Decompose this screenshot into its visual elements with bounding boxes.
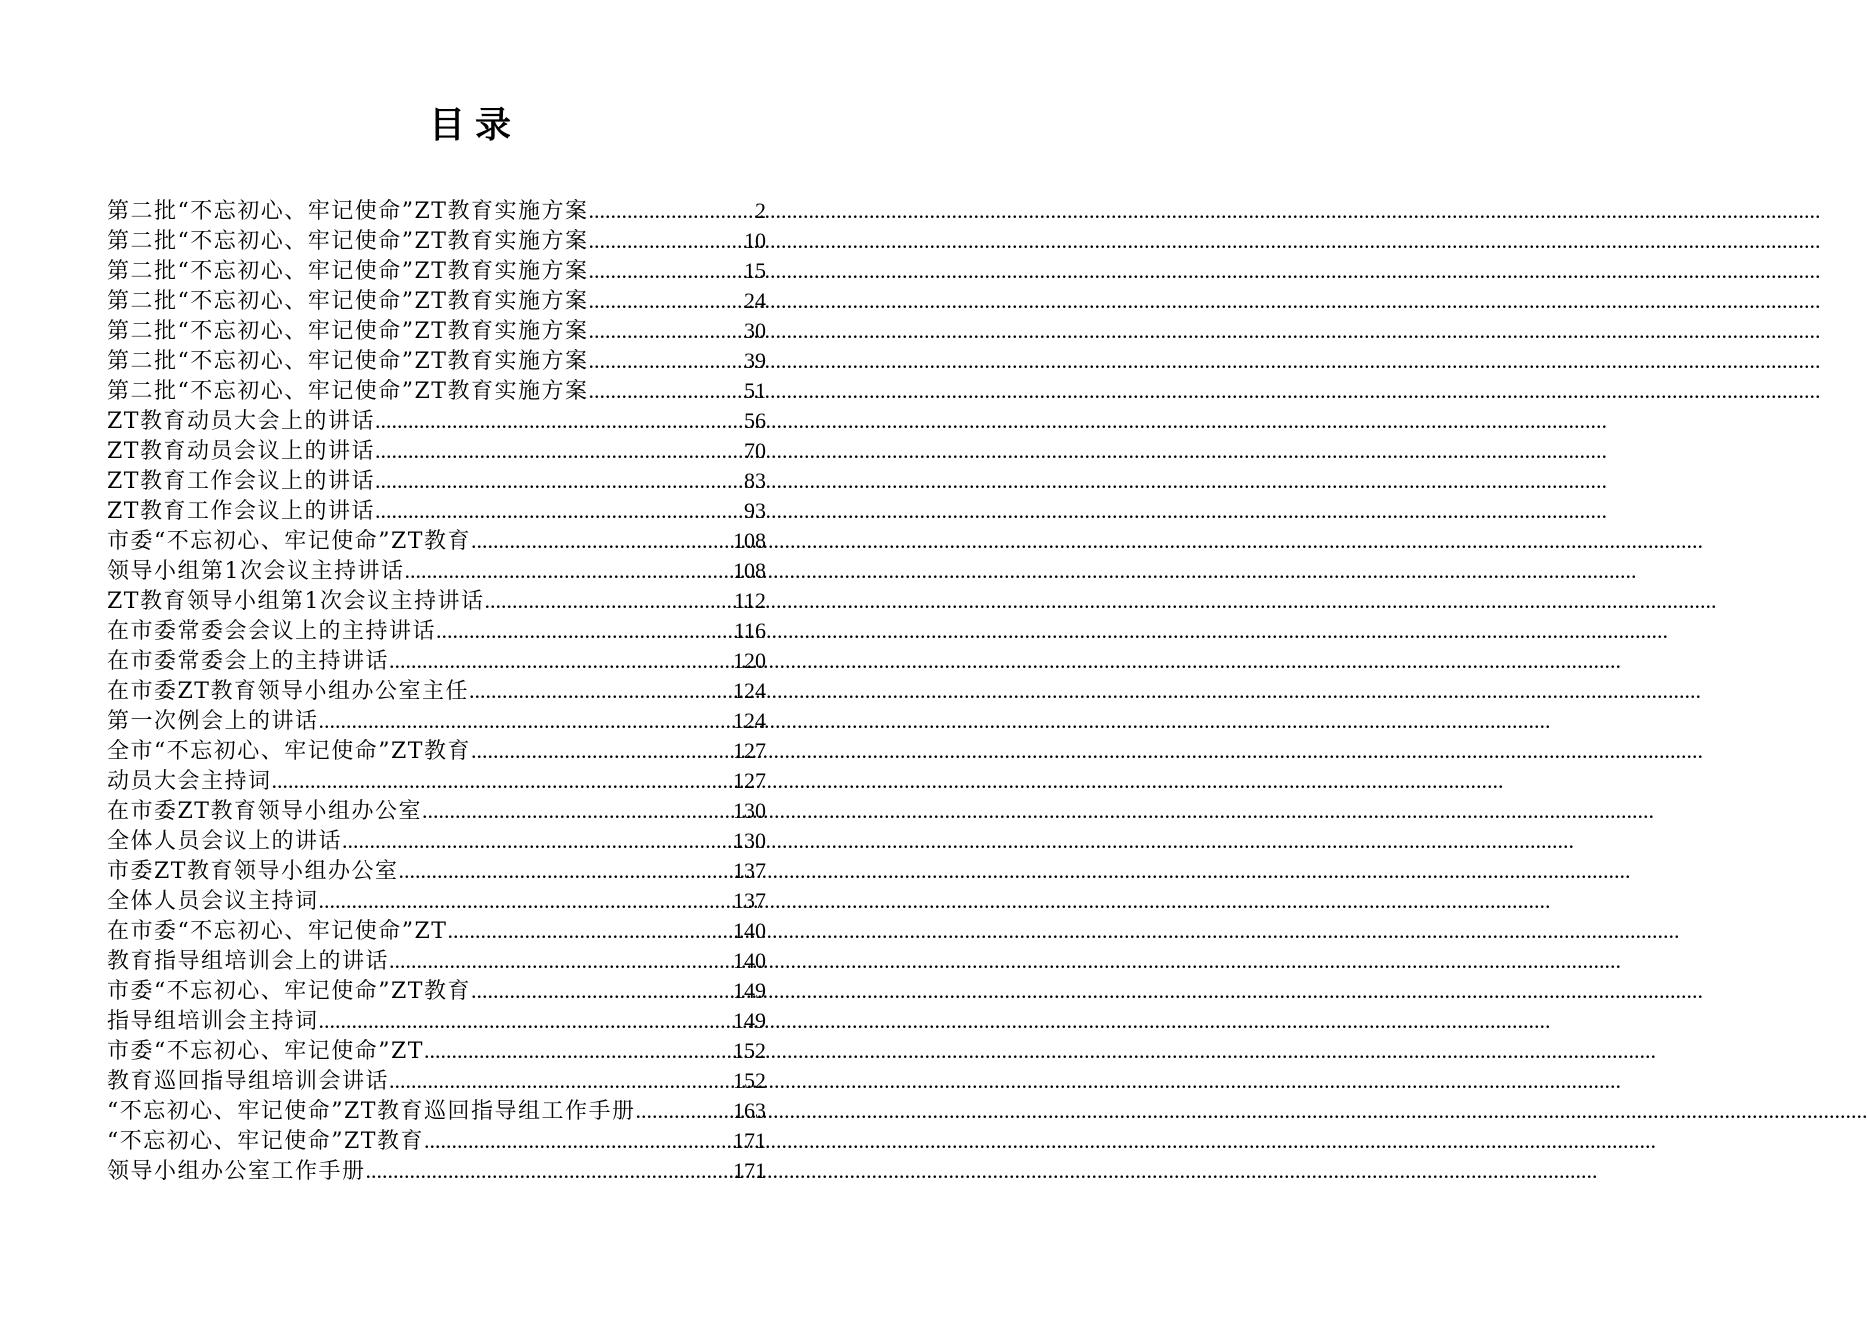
toc-entry[interactable] [107, 1156, 766, 1186]
toc-page-number: 24 [744, 288, 766, 313]
toc-entry[interactable] [107, 1096, 766, 1126]
toc-dot-leader [424, 1126, 733, 1156]
toc-dot-leader [319, 1006, 733, 1036]
toc-entry[interactable] [107, 646, 766, 676]
toc-dot-leader [342, 826, 733, 856]
toc-entry[interactable] [107, 886, 766, 916]
toc-entry-text: 第二批“不忘初心、牢记使命”ZT教育实施方案 [107, 319, 589, 344]
toc-page-number: 83 [744, 468, 766, 493]
toc-entry[interactable] [107, 526, 766, 556]
toc-entry-text: 第二批“不忘初心、牢记使命”ZT教育实施方案 [107, 379, 589, 404]
toc-entry-text: 市委ZT教育领导小组办公室 [107, 859, 399, 884]
toc-page-number: 127 [733, 738, 766, 763]
toc-dot-leader [389, 646, 733, 676]
toc-entry[interactable] [107, 616, 766, 646]
toc-entry-text: ZT教育工作会议上的讲话 [107, 469, 375, 494]
toc-dot-leader [405, 556, 734, 586]
toc-entry[interactable] [107, 946, 766, 976]
toc-page-number: 127 [733, 768, 766, 793]
toc-page-number: 140 [733, 948, 766, 973]
toc-dot-leader [588, 256, 744, 286]
toc-entry-text: ZT教育动员会议上的讲话 [107, 439, 375, 464]
toc-entry[interactable] [107, 316, 766, 346]
toc-entry[interactable] [107, 1066, 766, 1096]
toc-entry-text: 第一次例会上的讲话 [107, 709, 319, 734]
toc-dot-leader [471, 976, 733, 1006]
toc-entry[interactable] [107, 406, 766, 436]
toc-dot-leader [375, 466, 744, 496]
toc-entry[interactable] [107, 256, 766, 286]
toc-dot-leader [272, 766, 733, 796]
toc-entry[interactable] [107, 1126, 766, 1156]
toc-page-number: 108 [733, 558, 766, 583]
toc-entry-text: 市委“不忘初心、牢记使命”ZT教育 [107, 529, 471, 554]
toc-page-number: 108 [733, 528, 766, 553]
toc-entry-text: 领导小组第1次会议主持讲话 [107, 559, 405, 584]
toc-entry-text: 动员大会主持词 [107, 769, 272, 794]
toc-entry-text: ZT教育工作会议上的讲话 [107, 499, 375, 524]
toc-dot-leader [389, 946, 733, 976]
toc-dot-leader [469, 676, 733, 706]
toc-dot-leader [398, 856, 733, 886]
toc-page-number: 171 [733, 1128, 766, 1153]
toc-dot-leader [366, 1156, 733, 1186]
toc-page-number: 116 [733, 618, 766, 643]
toc-entry[interactable] [107, 976, 766, 1006]
toc-list [107, 196, 766, 1186]
toc-page-number: 10 [744, 228, 766, 253]
toc-dot-leader [389, 1066, 733, 1096]
toc-entry-text: 第二批“不忘初心、牢记使命”ZT教育实施方案 [107, 229, 589, 254]
toc-page-number: 140 [733, 918, 766, 943]
toc-dot-leader [471, 736, 733, 766]
toc-entry[interactable] [107, 226, 766, 256]
toc-page-number: 2 [755, 198, 766, 223]
toc-page-number: 120 [733, 648, 766, 673]
toc-dot-leader [484, 586, 733, 616]
toc-entry[interactable] [107, 196, 766, 226]
toc-entry[interactable] [107, 736, 766, 766]
toc-page-number: 15 [744, 258, 766, 283]
toc-entry-text: 第二批“不忘初心、牢记使命”ZT教育实施方案 [107, 289, 589, 314]
toc-entry-text: ZT教育动员大会上的讲话 [107, 409, 375, 434]
toc-entry[interactable] [107, 1006, 766, 1036]
toc-dot-leader [375, 436, 744, 466]
toc-entry[interactable] [107, 376, 766, 406]
toc-page-number: 137 [733, 858, 766, 883]
toc-entry[interactable] [107, 286, 766, 316]
toc-dot-leader [471, 526, 733, 556]
toc-entry-text: ZT教育领导小组第1次会议主持讲话 [107, 589, 485, 614]
toc-entry-text: 全体人员会议主持词 [107, 889, 319, 914]
toc-title: 目录 [428, 104, 521, 146]
toc-entry[interactable] [107, 586, 766, 616]
toc-page-number: 152 [733, 1068, 766, 1093]
toc-page-number: 70 [744, 438, 766, 463]
toc-entry-text: 教育指导组培训会上的讲话 [107, 949, 390, 974]
toc-entry-text: 在市委常委会会议上的主持讲话 [107, 619, 437, 644]
toc-entry-text: 教育巡回指导组培训会讲话 [107, 1069, 390, 1094]
toc-dot-leader [635, 1096, 733, 1126]
toc-entry-text: 指导组培训会主持词 [107, 1009, 319, 1034]
toc-entry-text: 在市委ZT教育领导小组办公室 [107, 799, 422, 824]
toc-dot-leader [375, 496, 744, 526]
toc-page-number: 124 [733, 678, 766, 703]
toc-page-number: 137 [733, 888, 766, 913]
toc-entry[interactable] [107, 496, 766, 526]
toc-entry-text: 市委“不忘初心、牢记使命”ZT教育 [107, 979, 471, 1004]
toc-page-number: 152 [733, 1038, 766, 1063]
toc-dot-leader [588, 226, 744, 256]
toc-page-number: 30 [744, 318, 766, 343]
toc-page-number: 149 [733, 1008, 766, 1033]
toc-page-number: 112 [733, 588, 766, 613]
toc-entry[interactable] [107, 676, 766, 706]
toc-page-number: 51 [744, 378, 766, 403]
toc-entry[interactable] [107, 556, 766, 586]
toc-entry-text: 第二批“不忘初心、牢记使命”ZT教育实施方案 [107, 349, 589, 374]
toc-dot-leader [588, 346, 744, 376]
toc-dot-leader [588, 376, 744, 406]
toc-dot-leader [424, 1036, 733, 1066]
toc-page-number: 171 [733, 1158, 766, 1183]
toc-entry-text: 全体人员会议上的讲话 [107, 829, 343, 854]
toc-dot-leader [422, 796, 733, 826]
toc-entry-text: 全市“不忘初心、牢记使命”ZT教育 [107, 739, 471, 764]
toc-dot-leader [436, 616, 734, 646]
toc-entry[interactable] [107, 826, 766, 856]
toc-dot-leader [588, 286, 744, 316]
toc-entry[interactable] [107, 466, 766, 496]
toc-entry[interactable] [107, 916, 766, 946]
toc-entry-text: 在市委常委会上的主持讲话 [107, 649, 390, 674]
toc-entry-text: 第二批“不忘初心、牢记使命”ZT教育实施方案 [107, 259, 589, 284]
toc-dot-leader [588, 196, 755, 226]
toc-dot-leader [447, 916, 733, 946]
toc-entry[interactable] [107, 796, 766, 826]
toc-page-number: 93 [744, 498, 766, 523]
toc-entry[interactable] [107, 1036, 766, 1066]
toc-entry-text: 领导小组办公室工作手册 [107, 1159, 366, 1184]
toc-dot-leader [375, 406, 744, 436]
toc-entry[interactable] [107, 766, 766, 796]
toc-entry-text: “不忘初心、牢记使命”ZT教育 [107, 1129, 424, 1154]
toc-entry[interactable] [107, 436, 766, 466]
toc-dot-leader [319, 706, 733, 736]
toc-page-number: 39 [744, 348, 766, 373]
toc-dot-leader [588, 316, 744, 346]
toc-page-number: 149 [733, 978, 766, 1003]
toc-page-number: 56 [744, 408, 766, 433]
toc-entry[interactable] [107, 856, 766, 886]
toc-page-number: 130 [733, 798, 766, 823]
toc-entry-text: 第二批“不忘初心、牢记使命”ZT教育实施方案 [107, 199, 589, 224]
toc-entry-text: 在市委ZT教育领导小组办公室主任 [107, 679, 469, 704]
toc-dot-leader [319, 886, 733, 916]
toc-entry-text: “不忘初心、牢记使命”ZT教育巡回指导组工作手册 [107, 1099, 636, 1124]
toc-entry-text: 市委“不忘初心、牢记使命”ZT [107, 1039, 424, 1064]
toc-page-number: 130 [733, 828, 766, 853]
toc-entry[interactable] [107, 346, 766, 376]
toc-entry-text: 在市委“不忘初心、牢记使命”ZT [107, 919, 448, 944]
toc-page-number: 163 [733, 1098, 766, 1123]
toc-entry[interactable] [107, 706, 766, 736]
toc-page-number: 124 [733, 708, 766, 733]
